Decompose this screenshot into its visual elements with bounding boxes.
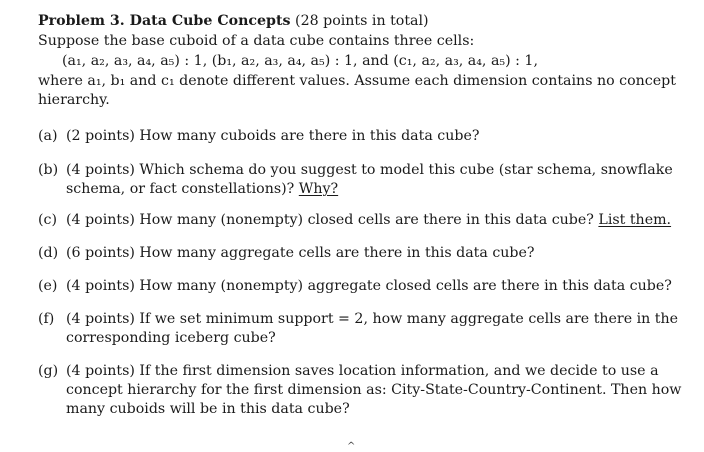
question-b-text-2 <box>66 180 338 198</box>
question-b-text-1: (4 points) Which schema do you suggest to model this cube (star schema, snowflake <box>66 162 673 178</box>
question-c-text-main: (4 points) How many (nonempty) closed cells are there in this data cube? <box>66 212 594 228</box>
base-cells-line: (a₁, a₂, a₃, a₄, a₅) : 1, (b₁, a₂, a₃, a₄, a₅) : 1, and (c₁, a₂, a₃, a₄, a₅) : 1, <box>62 53 538 69</box>
question-b-label: (b) <box>38 162 59 178</box>
problem-title: Problem 3. Data Cube Concepts <box>38 13 291 29</box>
question-f-text-1: (4 points) If we set minimum support = 2, how many aggregate cells are there in the <box>66 311 679 327</box>
question-e-label: (e) <box>38 278 58 294</box>
question-c-list-them: List them. <box>598 212 672 228</box>
question-c-text <box>66 211 671 229</box>
question-g-label: (g) <box>38 363 59 379</box>
question-e-text: (4 points) How many (nonempty) aggregate closed cells are there in this data cube? <box>66 278 672 294</box>
question-a-label: (a) <box>38 128 58 144</box>
where-line: where a₁, b₁ and c₁ denote different values. Assume each dimension contains no concept <box>38 73 676 89</box>
question-g-text-3: many cuboids will be in this data cube? <box>66 401 350 417</box>
problem-points-total: (28 points in total) <box>295 13 429 29</box>
question-f-text-2: corresponding iceberg cube? <box>66 330 276 346</box>
page-footer-glyph: ^ <box>347 441 356 452</box>
question-d-text: (6 points) How many aggregate cells are there in this data cube? <box>66 245 535 261</box>
question-g-text-2: concept hierarchy for the first dimension as: City-State-Country-Continent. Then how <box>66 382 682 398</box>
question-d-label: (d) <box>38 245 59 261</box>
question-c-label: (c) <box>38 212 58 228</box>
question-a-text: (2 points) How many cuboids are there in this data cube? <box>66 128 480 144</box>
question-g-text-1: (4 points) If the first dimension saves location information, and we decide to use a <box>66 363 659 379</box>
question-b-why: Why? <box>298 181 339 197</box>
where-line-cont: hierarchy. <box>38 92 110 108</box>
question-b-text-2-main: schema, or fact constellations)? <box>66 181 295 197</box>
problem-intro: Suppose the base cuboid of a data cube contains three cells: <box>38 33 475 49</box>
question-f-label: (f) <box>38 311 55 327</box>
problem-heading <box>38 12 429 30</box>
